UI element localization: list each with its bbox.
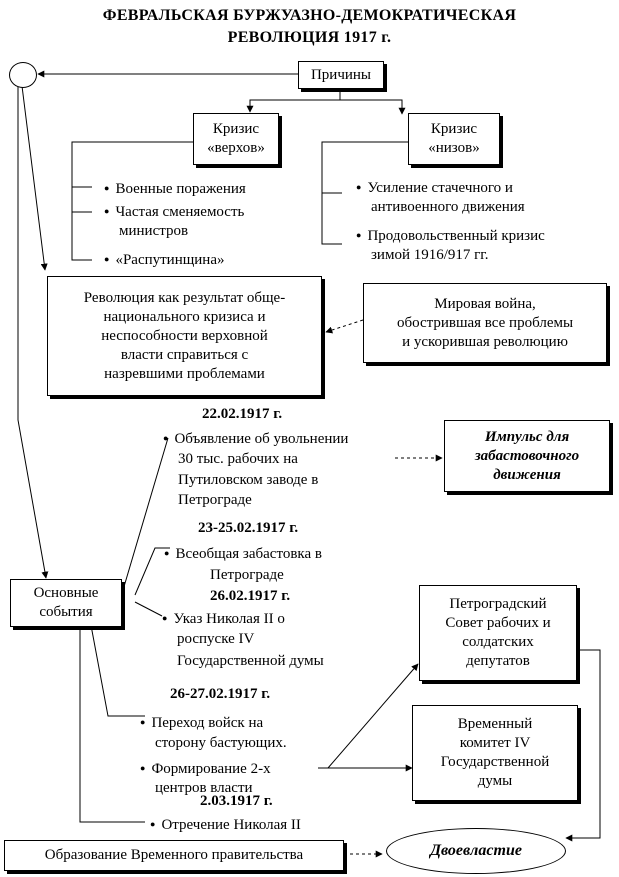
- crisis-top-line1: Кризис: [212, 121, 260, 137]
- committee-line3: Государственной: [440, 754, 550, 770]
- top-item-3: ● «Распутинщина»: [104, 249, 225, 270]
- branch-event3: [135, 602, 162, 616]
- revolution-line1: Революция как результат обще-: [83, 289, 286, 306]
- event1-line1: ● Объявление об увольнении: [163, 428, 348, 449]
- start-circle: [9, 62, 37, 88]
- date-2: 23-25.02.1917 г.: [198, 520, 299, 536]
- committee-line1: Временный: [457, 716, 533, 732]
- gov-label: Образование Временного правительства: [44, 847, 304, 863]
- revolution-line2: национального кризиса и: [103, 308, 266, 325]
- committee-box: [412, 705, 578, 801]
- arrow-causes-to-top: [250, 88, 340, 112]
- branch-event1: [123, 438, 168, 590]
- top-item-1: ● Военные поражения: [104, 178, 246, 199]
- event1-line3: Путиловском заводе в: [178, 472, 319, 488]
- page-title-line2: РЕВОЛЮЦИЯ 1917 г.: [227, 29, 392, 46]
- event4-line2: сторону бастующих.: [155, 735, 287, 751]
- crisis-top-line2: «верхов»: [207, 140, 265, 156]
- page-title-line1: ФЕВРАЛЬСКАЯ БУРЖУАЗНО-ДЕМОКРАТИЧЕСКАЯ: [102, 7, 517, 24]
- main-events-line1: Основные: [33, 585, 99, 601]
- date-5: 2.03.1917 г.: [200, 793, 273, 809]
- event1-line4: Петрограде: [178, 492, 252, 508]
- world-war-box: [363, 283, 607, 363]
- event5-line2: центров власти: [155, 780, 253, 796]
- date-1: 22.02.1917 г.: [202, 406, 283, 422]
- arrow-causes-to-bottom: [340, 100, 402, 114]
- revolution-line4: власти справиться с: [120, 346, 249, 363]
- revolution-line5: назревшими проблемами: [104, 365, 265, 382]
- bottom-item-1-line2: антивоенного движения: [371, 199, 525, 215]
- crisis-top-box: [193, 113, 279, 165]
- soviet-line4: депутатов: [466, 653, 530, 669]
- event3-line1: ● Указ Николая II о: [162, 608, 285, 629]
- war-line2: обострившая все проблемы: [396, 314, 574, 331]
- crisis-bottom-line1: Кризис: [430, 121, 478, 137]
- event1-line2: 30 тыс. рабочих на: [178, 451, 298, 467]
- date-4: 26-27.02.1917 г.: [170, 686, 271, 702]
- revolution-line3: неспособности верховной: [101, 327, 268, 344]
- bottom-item-2: ● Продовольственный кризис: [356, 225, 545, 246]
- impulse-line1: Импульс для: [484, 428, 570, 445]
- causes-box: [298, 61, 384, 89]
- causes-label: Причины: [310, 66, 372, 83]
- crisis-bottom-box: [408, 113, 500, 165]
- committee-line4: думы: [477, 773, 513, 789]
- branch-event4: [90, 620, 145, 716]
- soviet-box: [419, 585, 577, 681]
- date-3: 26.02.1917 г.: [210, 588, 291, 604]
- soviet-line2: Совет рабочих и: [445, 615, 551, 631]
- impulse-line3: движения: [493, 466, 561, 483]
- top-item-2: ● Частая сменяемость: [104, 201, 244, 222]
- committee-line2: комитет IV: [459, 735, 531, 751]
- arrow-to-soviet: [328, 664, 418, 768]
- event2-line1: ● Всеобщая забастовка в: [164, 543, 322, 564]
- arrow-war-to-revolution: [326, 320, 363, 332]
- event4-line1: ● Переход войск на: [140, 712, 263, 733]
- bottom-item-1: ● Усиление стачечного и: [356, 177, 513, 198]
- event3-line2: роспуске IV: [177, 631, 255, 647]
- crisis-bottom-line2: «низов»: [428, 140, 480, 156]
- war-line1: Мировая война,: [434, 295, 536, 312]
- event6: ● Отречение Николая II: [150, 814, 301, 835]
- main-events-line2: события: [39, 604, 93, 620]
- top-item-2-line2: министров: [119, 223, 189, 239]
- main-events-box: [10, 579, 122, 627]
- soviet-line3: солдатских: [462, 634, 534, 650]
- war-line3: и ускорившая революцию: [402, 333, 568, 350]
- event3-line3: Государственной думы: [177, 653, 324, 669]
- impulse-line2: забастовочного: [474, 447, 580, 464]
- event2-line2: Петрограде: [210, 567, 284, 583]
- event5-line1: ● Формирование 2-х: [140, 758, 271, 779]
- arrow-circle-to-events: [18, 86, 46, 578]
- dual-power-label: Двоевластие: [430, 842, 522, 859]
- gov-box: [4, 840, 344, 871]
- impulse-box: [444, 420, 610, 492]
- branch-event6: [80, 622, 145, 822]
- revolution-box: [47, 276, 322, 396]
- soviet-line1: Петроградский: [449, 596, 547, 612]
- arrow-circle-to-revolution: [22, 86, 45, 270]
- dual-power-ellipse: [386, 828, 566, 874]
- bottom-item-2-line2: зимой 1916/917 гг.: [371, 247, 489, 263]
